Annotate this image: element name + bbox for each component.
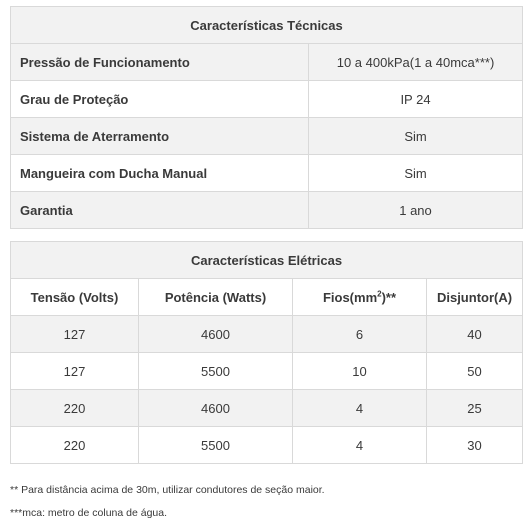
spec-label: Mangueira com Ducha Manual [11, 155, 309, 192]
footnotes [10, 479, 325, 525]
breaker-header: Disjuntor(A) [427, 279, 523, 316]
power-cell: 5500 [139, 353, 293, 390]
technical-specs-table [10, 6, 523, 229]
table-row [11, 81, 523, 118]
breaker-cell: 50 [427, 353, 523, 390]
spec-label: Grau de Proteção [11, 81, 309, 118]
column-headers [11, 279, 523, 316]
spec-label: Pressão de Funcionamento [11, 44, 309, 81]
table-row [11, 316, 523, 353]
table-row [11, 44, 523, 81]
spec-value: Sim [309, 155, 523, 192]
table-row [11, 155, 523, 192]
wires-header-suffix: )** [381, 289, 397, 305]
breaker-cell: 25 [427, 390, 523, 427]
technical-specs-title: Características Técnicas [11, 7, 523, 44]
footnote-mca: ***mca: metro de coluna de água. [10, 507, 168, 519]
table-row [11, 192, 523, 229]
table-row [11, 118, 523, 155]
wires-cell: 4 [293, 427, 427, 464]
spec-value: IP 24 [309, 81, 523, 118]
electrical-specs-table [10, 241, 523, 464]
power-header: Potência (Watts) [139, 279, 293, 316]
electrical-specs-header [11, 242, 523, 279]
breaker-cell: 30 [427, 427, 523, 464]
electrical-specs-title: Características Elétricas [11, 242, 523, 279]
spec-value: 10 a 400kPa(1 a 40mca***) [309, 44, 523, 81]
spec-label: Sistema de Aterramento [11, 118, 309, 155]
wires-header [293, 279, 427, 316]
voltage-cell: 220 [11, 390, 139, 427]
spec-value: Sim [309, 118, 523, 155]
wires-cell: 6 [293, 316, 427, 353]
power-cell: 4600 [139, 316, 293, 353]
table-row [11, 390, 523, 427]
table-row [11, 353, 523, 390]
breaker-cell: 40 [427, 316, 523, 353]
spec-label: Garantia [11, 192, 309, 229]
wires-cell: 10 [293, 353, 427, 390]
footnote-wires: ** Para distância acima de 30m, utilizar condutores de seção maior. [10, 484, 325, 496]
voltage-cell: 127 [11, 353, 139, 390]
table-row [11, 427, 523, 464]
power-cell: 4600 [139, 390, 293, 427]
technical-specs-header [11, 7, 523, 44]
voltage-cell: 220 [11, 427, 139, 464]
wires-header-superscript: 2 [377, 289, 382, 299]
wires-cell: 4 [293, 390, 427, 427]
power-cell: 5500 [139, 427, 293, 464]
voltage-header: Tensão (Volts) [11, 279, 139, 316]
spec-value: 1 ano [309, 192, 523, 229]
wires-header-text: Fios(mm [322, 289, 378, 305]
voltage-cell: 127 [11, 316, 139, 353]
